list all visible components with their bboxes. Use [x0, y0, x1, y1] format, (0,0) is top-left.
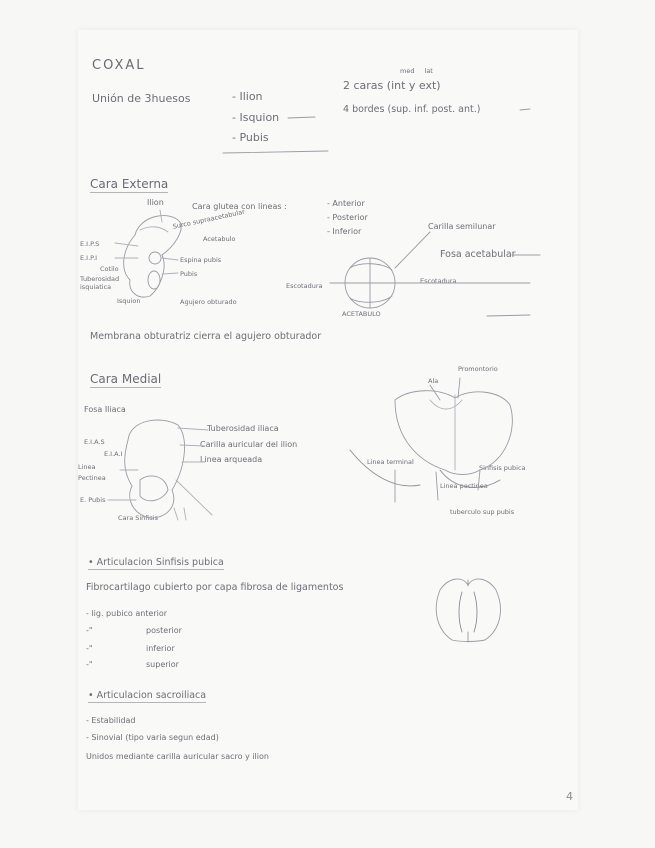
hip-bone-external-sketch — [115, 210, 181, 297]
label-fosa-iliaca: Fosa Iliaca — [84, 405, 126, 414]
label-tuberosidad-isquiatica: Tuberosidad isquiatica — [80, 275, 120, 291]
sacroiliaca-sinovial: - Sinovial (tipo varia segun edad) — [86, 733, 219, 742]
coxal-title: COXAL — [92, 58, 146, 73]
divider-line — [223, 151, 328, 153]
acetabulo-caption: ACETABULO — [342, 310, 381, 318]
label-cara-sinfisis: Cara Sinfisis — [118, 514, 158, 522]
ditto-posterior: -" — [86, 626, 93, 635]
label-eipi: E.I.P.I — [80, 254, 98, 262]
label-espina-pubis: Espina pubis — [180, 256, 222, 264]
label-acetabulo: Acetabulo — [203, 235, 236, 243]
label-linea-terminal: Linea terminal — [367, 458, 414, 466]
label-fosa-acetabular: Fosa acetabular — [440, 249, 516, 260]
coxal-caras: 2 caras (int y ext) — [343, 79, 441, 92]
label-linea-pectinea: Linea Pectinea — [78, 463, 106, 482]
coxal-bone-pubis: - Pubis — [232, 131, 269, 144]
coxal-bone-ilion: - Ilion — [232, 90, 263, 103]
label-sinfisis-pubica: Sinfisis pubica — [479, 464, 526, 472]
label-carilla-semilunar: Carilla semilunar — [428, 222, 496, 231]
label-promontorio: Promontorio — [458, 365, 498, 373]
label-ilion: Ilion — [147, 198, 164, 207]
linea-posterior: - Posterior — [327, 213, 368, 222]
coxal-caras-annotation: med lat — [400, 67, 433, 75]
lig-superior: superior — [146, 660, 179, 669]
lig-inferior: inferior — [146, 644, 175, 653]
label-linea-arqueada: Linea arqueada — [200, 455, 263, 464]
label-eiai: E.I.A.I — [104, 450, 123, 458]
sacroiliaca-unidos: Unidos mediante carilla auricular sacro y ilion — [86, 752, 269, 761]
acetabulum-sketch — [330, 232, 540, 316]
coxal-union: Unión de 3huesos — [92, 92, 191, 105]
sacroiliaca-estabilidad: - Estabilidad — [86, 716, 136, 725]
hip-bone-medial-sketch — [108, 420, 212, 520]
label-e-pubis: E. Pubis — [80, 496, 106, 504]
label-eias: E.I.A.S — [84, 438, 105, 446]
linea-inferior: - Inferior — [327, 227, 362, 236]
ditto-superior: -" — [86, 660, 93, 669]
label-isquion: Isquion — [117, 297, 141, 305]
sinfisis-fibrocartilago: Fibrocartilago cubierto por capa fibrosa de ligamentos — [86, 582, 344, 593]
label-surco: Surco supraacetabular — [172, 207, 246, 231]
pelvis-sketch — [350, 378, 512, 502]
lig-pubico-anterior: - lig. pubico anterior — [86, 609, 168, 618]
cara-externa-title: Cara Externa — [90, 177, 169, 191]
label-escotadura-anterior: Escotadura — [420, 277, 457, 285]
label-agujero-obturado: Agujero obturado — [180, 298, 237, 306]
membrana-obturatriz-note: Membrana obturatriz cierra el agujero obturador — [90, 331, 322, 342]
sinfisis-title: • Articulacion Sinfisis pubica — [88, 557, 224, 568]
coxal-bone-isquion: - Isquion — [232, 111, 280, 124]
label-escotadura-posterior: Escotadura — [286, 282, 323, 290]
label-linea-pectinea-2: Linea pectinea — [440, 482, 488, 490]
label-tuberosidad-iliaca: Tuberosidad iliaca — [207, 424, 279, 433]
pubic-symphysis-sketch — [436, 579, 500, 642]
label-eips: E.I.P.S — [80, 240, 100, 248]
label-carilla-auricular: Carilla auricular del ilion — [200, 440, 298, 449]
cara-medial-title: Cara Medial — [90, 372, 162, 386]
page-number: 4 — [566, 790, 573, 803]
lig-posterior: posterior — [146, 626, 182, 635]
coxal-bordes: 4 bordes (sup. inf. post. ant.) — [343, 104, 481, 115]
label-cara-glutea: Cara glutea con lineas : — [192, 202, 287, 211]
dash-line — [520, 109, 530, 110]
ditto-inferior: -" — [86, 644, 93, 653]
sacroiliaca-title: • Articulacion sacroiliaca — [88, 690, 207, 701]
dash-line — [288, 117, 315, 118]
label-ala: Ala — [428, 377, 439, 385]
label-tuberculo-sup-pubis: tuberculo sup pubis — [450, 508, 515, 516]
label-cotilo: Cotilo — [100, 265, 119, 273]
label-pubis: Pubis — [180, 270, 198, 278]
linea-anterior: - Anterior — [327, 199, 365, 208]
